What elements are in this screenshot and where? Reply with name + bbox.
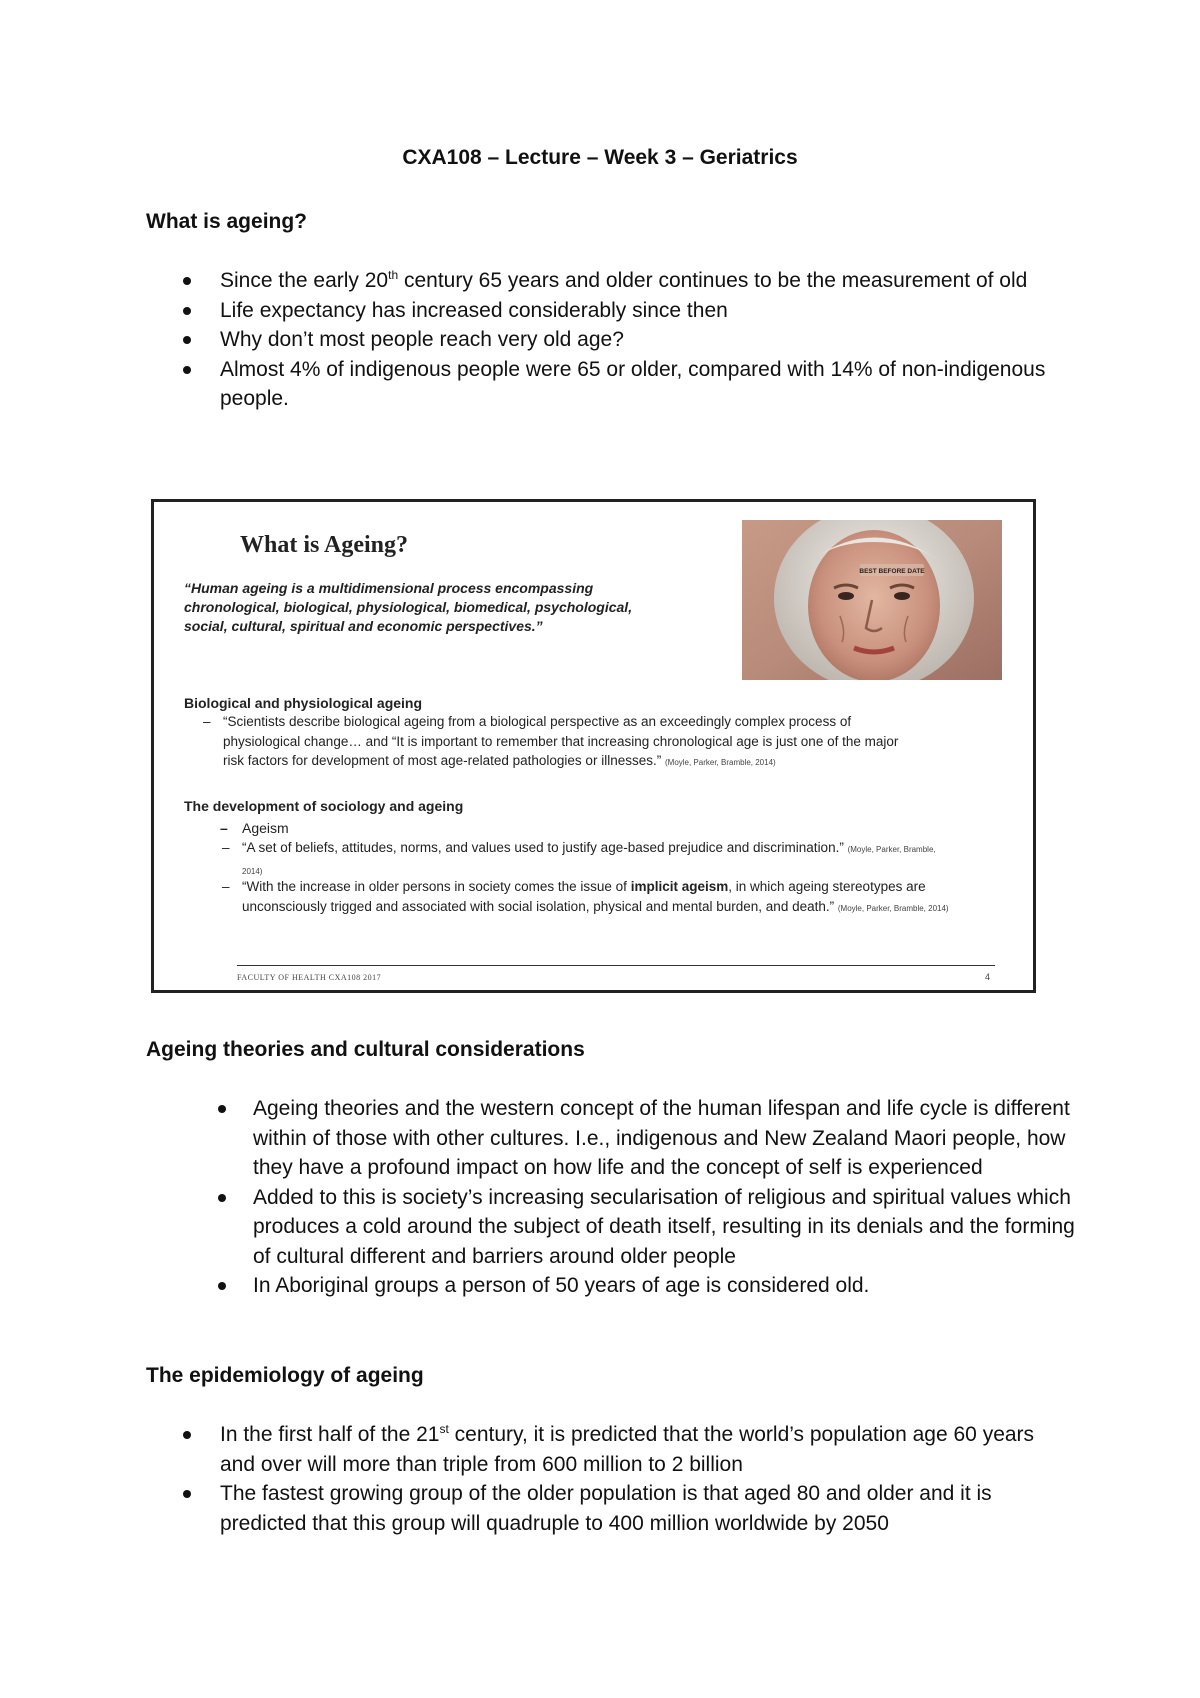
slide-heading-sociology: The development of sociology and ageing	[184, 798, 464, 814]
list-item: Ageing theories and the western concept of the human lifespan and life cycle is different within of those with other cultures. I.e., indigenous and New Zealand Maori people, how they have a profound impact on how life and the concept of self is experienced	[217, 1094, 1077, 1183]
slide-subheading-ageism: – Ageism	[220, 820, 289, 836]
list-item: In the first half of the 21st century, it is predicted that the world’s population age 60 years and over will more than triple from 600 million to 2 billion	[182, 1420, 1062, 1479]
slide-item-biological: – “Scientists describe biological ageing from a biological perspective as an exceedingly complex process of physiological change… and “It is important to remember that increasing chronological age is just one of the major risk factors for development of most age-related pathologies or illnesses.” (Moyle, Parker, Bramble, 2014)	[203, 714, 899, 768]
bullet-list-what-is-ageing	[182, 266, 1062, 414]
list-item: The fastest growing group of the older population is that aged 80 and older and it is predicted that this group will quadruple to 400 million worldwide by 2050	[182, 1479, 1062, 1538]
elderly-woman-photo	[742, 520, 1002, 680]
list-item: Life expectancy has increased considerably since then	[182, 296, 1062, 326]
list-item: Added to this is society’s increasing secularisation of religious and spiritual values which produces a cold around the subject of death itself, resulting in its denials and the forming of cultural different and barriers around older people	[217, 1183, 1077, 1272]
document-title: CXA108 – Lecture – Week 3 – Geriatrics	[402, 146, 798, 169]
list-item: In Aboriginal groups a person of 50 years of age is considered old.	[217, 1271, 1077, 1301]
slide-divider	[237, 965, 995, 966]
slide-title: What is Ageing?	[240, 532, 409, 558]
slide-page-number: 4	[984, 972, 990, 982]
slide-quote: “Human ageing is a multidimensional process encompassing chronological, biological, physiological, biomedical, psychological, social, cultural, spiritual and economic perspectives.”	[184, 580, 633, 634]
slide-item-ageism-definition: – “A set of beliefs, attitudes, norms, and values used to justify age-based prejudice and discrimination.” (Moyle, Parker, Bramble, 2014)	[222, 840, 936, 876]
slide-footer: FACULTY OF HEALTH CXA108 2017	[237, 973, 382, 982]
slide-item-implicit-ageism: – “With the increase in older persons in society comes the issue of implicit ageism, in which ageing stereotypes are unconsciously trigged and associated with social isolation, physical and mental burden, and death.” (Moyle, Parker, Bramble, 2014)	[222, 879, 949, 914]
slide-heading-biological: Biological and physiological ageing	[184, 695, 423, 711]
list-item: Almost 4% of indigenous people were 65 or older, compared with 14% of non-indigenous people.	[182, 355, 1062, 414]
bullet-list-ageing-theories	[217, 1094, 1077, 1301]
section-heading-ageing-theories: Ageing theories and cultural considerations	[146, 1038, 585, 1061]
list-item: Since the early 20th century 65 years and older continues to be the measurement of old	[182, 266, 1062, 296]
embedded-slide	[151, 499, 1036, 993]
bullet-list-epidemiology	[182, 1420, 1062, 1538]
section-heading-what-is-ageing: What is ageing?	[146, 210, 308, 233]
photo-caption: BEST BEFORE DATE	[859, 568, 925, 575]
section-heading-epidemiology: The epidemiology of ageing	[146, 1364, 424, 1387]
list-item: Why don’t most people reach very old age?	[182, 325, 1062, 355]
